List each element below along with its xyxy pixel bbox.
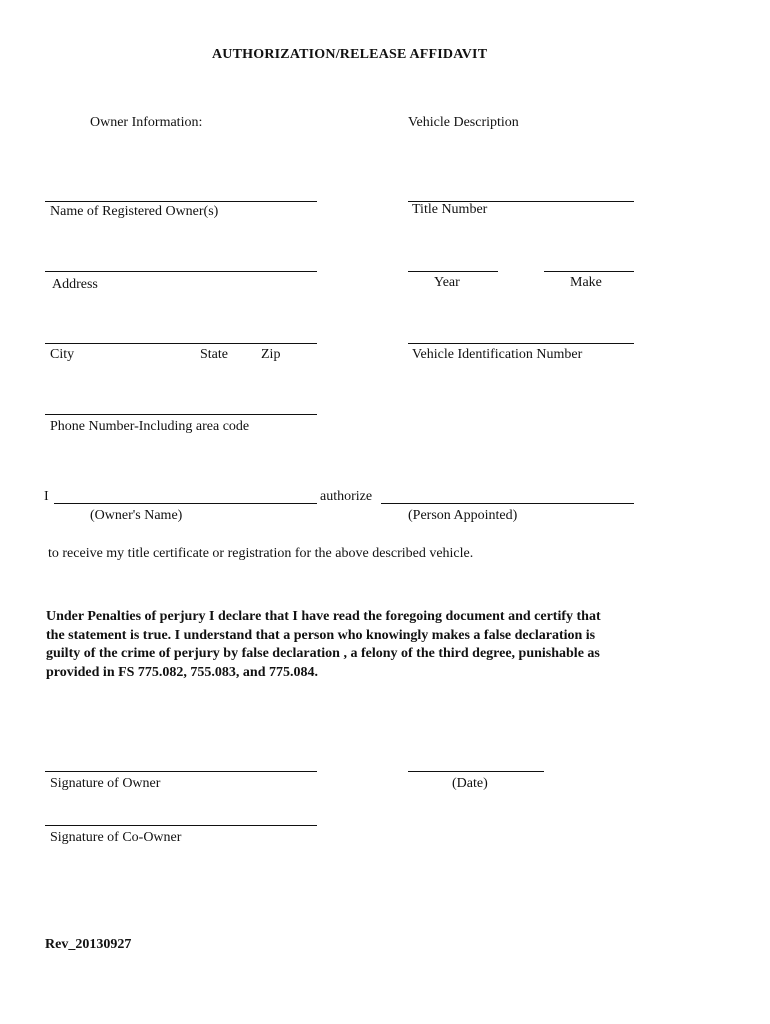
person-appointed-caption: (Person Appointed): [408, 508, 518, 523]
phone-line[interactable]: [45, 414, 317, 415]
city-label: City: [50, 347, 75, 362]
owner-information-heading: Owner Information:: [90, 115, 203, 130]
revision-code: Rev_20130927: [45, 937, 132, 952]
make-line[interactable]: [544, 271, 634, 272]
statement-line: Under Penalties of perjury I declare that I have read the foregoing document and certify that: [46, 609, 601, 624]
form-title: AUTHORIZATION/RELEASE AFFIDAVIT: [212, 47, 488, 62]
statement-line: guilty of the crime of perjury by false declaration , a felony of the third degree, punishable as: [46, 646, 600, 661]
state-label: State: [200, 347, 228, 362]
zip-label: Zip: [261, 347, 281, 362]
vin-line[interactable]: [408, 343, 634, 344]
year-line[interactable]: [408, 271, 498, 272]
owner-signature-label: Signature of Owner: [50, 776, 161, 791]
authorization-prefix: I: [44, 489, 49, 504]
city-state-zip-line[interactable]: [45, 343, 317, 344]
address-line[interactable]: [45, 271, 317, 272]
owner-signature-line[interactable]: [45, 771, 317, 772]
vehicle-description-heading: Vehicle Description: [408, 115, 519, 130]
vin-label: Vehicle Identification Number: [412, 347, 583, 362]
authorize-text: authorize: [320, 489, 373, 504]
owner-name-line[interactable]: [54, 503, 317, 504]
year-label: Year: [434, 275, 460, 290]
owner-name-caption: (Owner's Name): [90, 508, 183, 523]
co-owner-signature-line[interactable]: [45, 825, 317, 826]
person-appointed-line[interactable]: [381, 503, 634, 504]
registered-owner-label: Name of Registered Owner(s): [50, 204, 219, 219]
make-label: Make: [570, 275, 602, 290]
perjury-statement: [46, 608, 656, 682]
title-number-label: Title Number: [412, 202, 488, 217]
address-label: Address: [52, 277, 98, 292]
date-line[interactable]: [408, 771, 544, 772]
co-owner-signature-label: Signature of Co-Owner: [50, 830, 182, 845]
authorization-purpose: to receive my title certificate or registration for the above described vehicle.: [48, 546, 474, 561]
registered-owner-line[interactable]: [45, 201, 317, 202]
phone-label: Phone Number-Including area code: [50, 419, 250, 434]
date-label: (Date): [452, 776, 488, 791]
statement-line: the statement is true. I understand that a person who knowingly makes a false declaration is: [46, 627, 596, 643]
statement-line: provided in FS 775.082, 755.083, and 775.084.: [46, 664, 319, 680]
